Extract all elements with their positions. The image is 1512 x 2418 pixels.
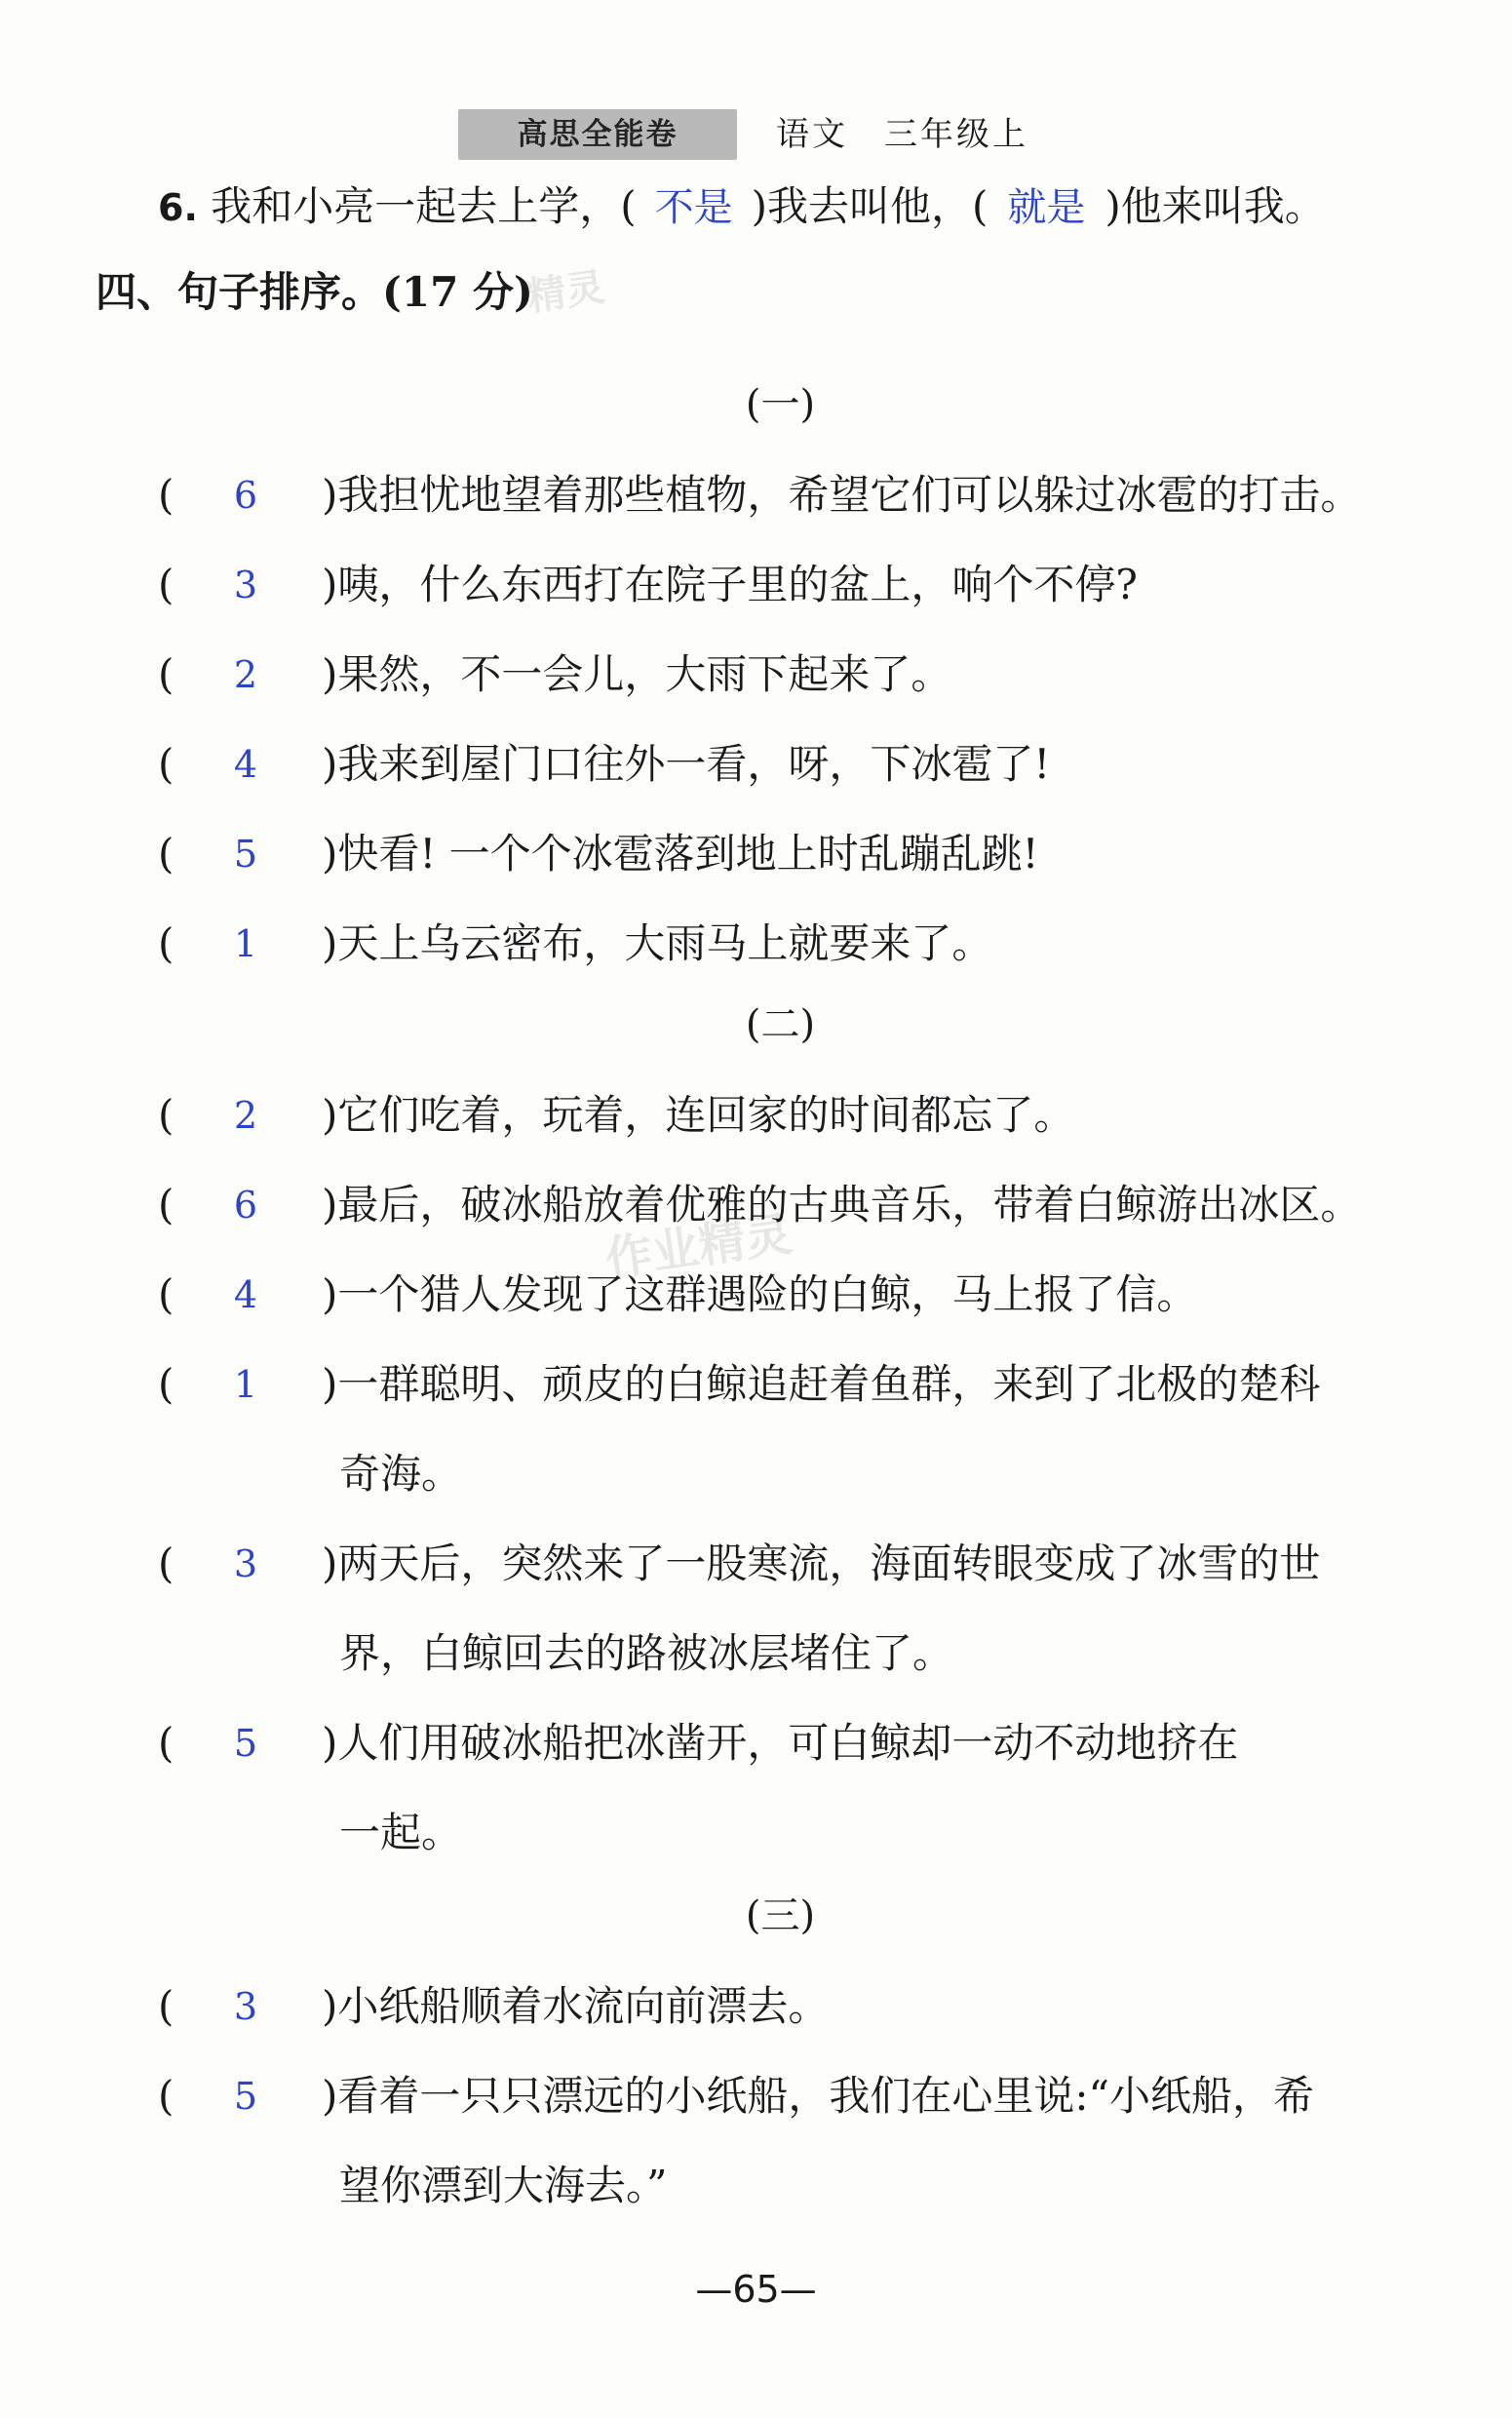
sort-item xyxy=(158,899,1425,989)
sort-item xyxy=(158,720,1425,809)
sort-item-line xyxy=(158,899,1425,989)
sentence-text: )一个猎人发现了这群遇险的白鲸，马上报了信。 xyxy=(322,1270,1198,1318)
sentence-text: 奇海。 xyxy=(339,1450,463,1498)
order-answer: 1 xyxy=(233,1363,258,1406)
sentence-text: )快看! 一个个冰雹落到地上时乱蹦乱跳! xyxy=(322,830,1039,878)
order-answer: 1 xyxy=(233,922,258,965)
sort-item xyxy=(158,630,1425,720)
sort-item-line xyxy=(158,1160,1425,1250)
group-label: (二) xyxy=(745,1002,816,1047)
sort-item xyxy=(158,809,1425,899)
sort-item xyxy=(158,540,1425,630)
order-answer: 6 xyxy=(233,1184,258,1227)
sort-item-line xyxy=(158,1250,1425,1340)
sort-item-line xyxy=(158,1962,1425,2051)
order-answer: 3 xyxy=(233,1542,258,1585)
answer-paren: ( xyxy=(158,650,174,698)
order-answer: 5 xyxy=(233,1722,258,1765)
sentence-text: )人们用破冰船把冰凿开，可白鲸却一动不动地挤在 xyxy=(322,1719,1239,1767)
question-6-part1: 我和小亮一起去上学，( xyxy=(197,182,637,230)
page-number: —65— xyxy=(695,2268,817,2311)
sort-item xyxy=(158,1698,1425,1878)
watermark: 作业精灵 xyxy=(601,1206,795,1288)
sentence-text: )我来到屋门口往外一看，呀，下冰雹了! xyxy=(322,740,1051,788)
question-6-part2: )我去叫他，( xyxy=(751,182,989,230)
subject-grade: 语文 三年级上 xyxy=(776,115,1028,154)
sentence-text: 望你漂到大海去。” xyxy=(339,2162,668,2209)
sort-item-continuation xyxy=(158,1429,1425,1519)
order-answer: 2 xyxy=(233,1094,258,1137)
sentence-text: )一群聪明、顽皮的白鲸追赶着鱼群，来到了北极的楚科 xyxy=(322,1360,1321,1408)
sentence-text: )天上乌云密布，大雨马上就要来了。 xyxy=(322,919,993,967)
answer-paren: ( xyxy=(158,830,174,878)
order-answer: 5 xyxy=(233,2075,258,2118)
sentence-text: )我担忧地望着那些植物，希望它们可以躲过冰雹的打击。 xyxy=(322,471,1362,519)
answer-paren: ( xyxy=(158,1091,174,1139)
sort-item xyxy=(158,1519,1425,1698)
sort-item xyxy=(158,1340,1425,1519)
sentence-text: )看着一只只漂远的小纸船，我们在心里说:“小纸船，希 xyxy=(322,2072,1315,2120)
watermark: 精灵 xyxy=(523,264,608,321)
sort-item-line xyxy=(158,1340,1425,1429)
order-answer: 6 xyxy=(233,474,258,517)
answer-paren: ( xyxy=(158,1270,174,1318)
series-badge: 高思全能卷 xyxy=(458,109,737,160)
sort-item-continuation xyxy=(158,1609,1425,1698)
sentence-text: )它们吃着，玩着，连回家的时间都忘了。 xyxy=(322,1091,1075,1139)
sort-item xyxy=(158,1071,1425,1160)
sort-item-line xyxy=(158,2051,1425,2141)
sort-item-line xyxy=(158,450,1425,540)
sort-item-line xyxy=(158,1698,1425,1788)
sort-item-line xyxy=(158,1519,1425,1609)
answer-paren: ( xyxy=(158,1540,174,1587)
answer-paren: ( xyxy=(158,1181,174,1228)
question-6-part3: )他来叫我。 xyxy=(1105,182,1326,230)
order-answer: 3 xyxy=(233,1985,258,2028)
answer-paren: ( xyxy=(158,471,174,519)
answer-paren: ( xyxy=(158,1982,174,2030)
group-label: (三) xyxy=(745,1893,816,1938)
sentence-text: )两天后，突然来了一股寒流，海面转眼变成了冰雪的世 xyxy=(322,1540,1321,1587)
sentence-text: 一起。 xyxy=(339,1809,463,1856)
sort-item xyxy=(158,1962,1425,2051)
sort-item xyxy=(158,1250,1425,1340)
sentence-text: )咦，什么东西打在院子里的盆上，响个不停? xyxy=(322,561,1138,608)
sort-item-line xyxy=(158,540,1425,630)
question-number: 6. xyxy=(158,186,198,229)
sentence-text: )小纸船顺着水流向前漂去。 xyxy=(322,1982,830,2030)
group-label: (一) xyxy=(745,382,816,427)
sort-item xyxy=(158,1160,1425,1250)
sort-item xyxy=(158,450,1425,540)
sort-item-line xyxy=(158,809,1425,899)
section-title: 四、句子排序。(17 分) xyxy=(96,268,533,316)
sort-item-continuation xyxy=(158,1788,1425,1878)
sort-item-continuation xyxy=(158,2141,1425,2231)
answer-paren: ( xyxy=(158,1719,174,1767)
page-header xyxy=(0,109,1512,164)
answer-blank-2: 就是 xyxy=(1007,185,1086,230)
order-answer: 4 xyxy=(233,743,258,786)
question-6 xyxy=(158,176,1473,239)
sort-item-line xyxy=(158,720,1425,809)
sentence-text: 界，白鲸回去的路被冰层堵住了。 xyxy=(339,1629,954,1677)
answer-paren: ( xyxy=(158,2072,174,2120)
answer-blank-1: 不是 xyxy=(654,185,733,230)
order-answer: 2 xyxy=(233,653,258,696)
order-answer: 3 xyxy=(233,564,258,606)
answer-paren: ( xyxy=(158,740,174,788)
sort-item-line xyxy=(158,630,1425,720)
answer-paren: ( xyxy=(158,1360,174,1408)
answer-paren: ( xyxy=(158,919,174,967)
sort-item-line xyxy=(158,1071,1425,1160)
order-answer: 5 xyxy=(233,833,258,876)
sentence-text: )果然，不一会儿，大雨下起来了。 xyxy=(322,650,952,698)
sentence-text: )最后，破冰船放着优雅的古典音乐，带着白鲸游出冰区。 xyxy=(322,1181,1362,1228)
sort-item xyxy=(158,2051,1425,2231)
order-answer: 4 xyxy=(233,1273,258,1316)
answer-paren: ( xyxy=(158,561,174,608)
